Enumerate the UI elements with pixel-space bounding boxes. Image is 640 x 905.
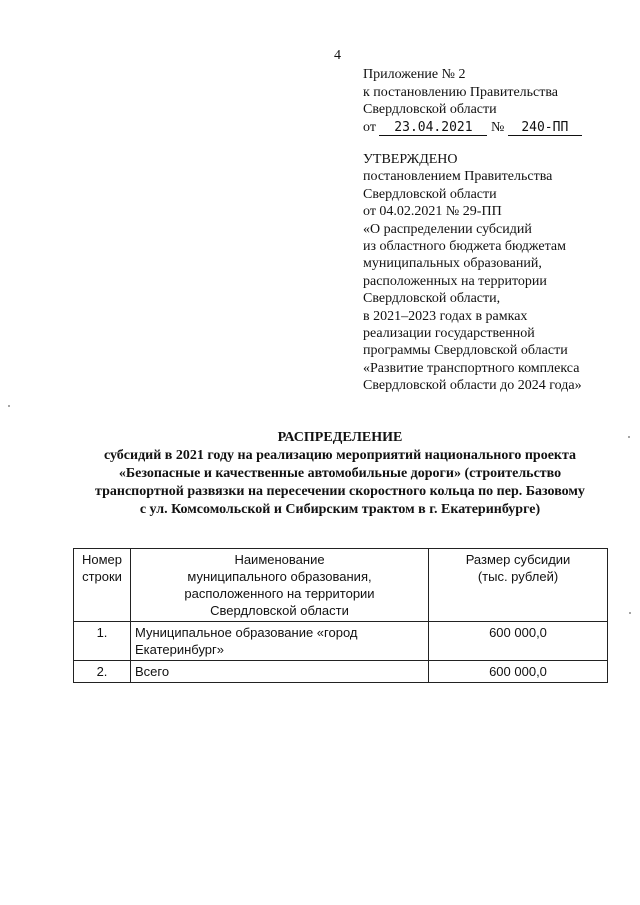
subtitle-line: «Безопасные и качественные автомобильные дороги» (строительство [118,466,562,481]
header-text: Номер [81,552,122,567]
approved-line: постановлением Правительства [363,169,553,185]
subtitle-line: транспортной развязки на пересечении скоростного кольца по пер. Базовому [95,484,585,499]
header-municipality [131,549,429,622]
header-text: муниципального образования, [187,569,372,584]
scan-speck [8,405,10,407]
table-header-row [74,549,608,622]
header-text: расположенного на территории [184,586,375,601]
cell-text: Всего [135,664,170,679]
row-number: 1. [74,622,131,661]
header-text: строки [82,569,122,584]
header-text: Размер субсидии [465,552,571,567]
approved-line: муниципальных образований, [363,256,542,272]
approved-line: в 2021–2023 годах в рамках [363,308,528,324]
header-text: Наименование [234,552,325,567]
resolution-date: 23.04.2021 [379,120,487,136]
document-title: РАСПРЕДЕЛЕНИЕ [277,430,403,445]
appendix-block [363,66,582,136]
subsidy-table [73,548,608,683]
scan-speck [628,436,630,438]
appendix-line-1: Приложение № 2 [363,67,466,82]
row-amount: 600 000,0 [429,622,608,661]
row-number: 2. [74,661,131,683]
approved-line: программы Свердловской области [363,343,568,359]
approved-line: расположенных на территории [363,273,547,289]
approved-line: Свердловской области, [363,291,501,307]
cell-text: Муниципальное образование «город [135,625,358,640]
resolution-number: 240-ПП [508,120,582,136]
approved-line: Свердловской области до 2024 года» [363,378,582,394]
approved-line: из областного бюджета бюджетам [363,239,566,255]
scan-speck [629,612,631,614]
row-municipality [131,661,429,683]
approved-line: от 04.02.2021 № 29-ПП [363,204,502,220]
approved-block [363,151,633,395]
header-text: Свердловской области [210,603,349,618]
document-heading [60,429,620,519]
approved-line: реализации государственной [363,326,535,342]
row-amount: 600 000,0 [429,661,608,683]
approved-line: Свердловской области [363,186,497,202]
approved-line: УТВЕРЖДЕНО [363,152,458,167]
header-amount [429,549,608,622]
cell-text: Екатеринбург» [135,642,225,657]
number-label: № [490,119,505,135]
approved-line: «Развитие транспортного комплекса [363,360,580,376]
table-row [74,622,608,661]
approved-line: «О распределении субсидий [363,221,532,237]
page-number: 4 [334,48,341,63]
header-text: (тыс. рублей) [477,569,559,584]
subtitle-line: с ул. Комсомольской и Сибирским трактом в г. Екатеринбурге) [139,502,541,517]
appendix-line-2: к постановлению Правительства [363,84,559,100]
header-row-number [74,549,131,622]
appendix-line-3: Свердловской области [363,102,497,117]
subtitle-line: субсидий в 2021 году на реализацию мероприятий национального проекта [103,448,577,463]
appendix-date-line [363,119,582,137]
from-label: от [363,119,376,135]
table-row [74,661,608,683]
row-municipality [131,622,429,661]
